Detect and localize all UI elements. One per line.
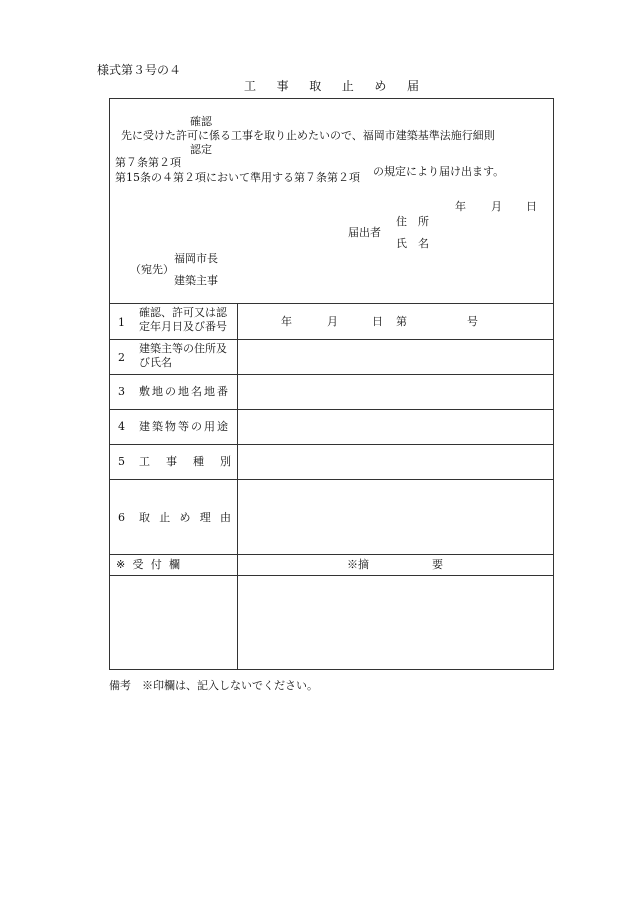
title-char: 届 <box>406 79 419 93</box>
footer-note: 備考 ※印欄は、記入しないでください。 <box>109 679 318 692</box>
nintei-label: 認定 <box>190 143 212 156</box>
row-divider <box>109 303 554 304</box>
address-label: 住 所 <box>396 215 429 228</box>
row-label: 工 事 種 別 <box>139 455 231 468</box>
summary-label-b: 要 <box>432 558 443 571</box>
header-line-end: の規定により届け出ます。 <box>373 165 505 178</box>
row1-day: 日 <box>372 315 383 328</box>
row-number: 3 <box>118 385 125 398</box>
date-month: 月 <box>491 200 502 213</box>
date-year: 年 <box>455 200 466 213</box>
row-label-line: び氏名 <box>139 356 172 369</box>
row-divider <box>109 339 554 340</box>
summary-label-a: ※摘 <box>347 558 369 571</box>
title-char: 止 <box>341 79 354 93</box>
row-divider <box>109 554 554 555</box>
row1-go: 号 <box>467 315 478 328</box>
column-divider <box>237 303 238 670</box>
title-char: 工 <box>244 79 257 93</box>
header-line1: 先に受けた許可に係る工事を取り止めたいので、福岡市建築基準法施行細則 <box>121 129 495 142</box>
row-number: 2 <box>118 351 125 364</box>
title-char: 取 <box>309 79 322 93</box>
row-divider <box>109 479 554 480</box>
row-divider <box>109 444 554 445</box>
addressee-prefix: （宛先） <box>130 263 174 276</box>
applicant-label: 届出者 <box>348 226 381 239</box>
addressee-mayor: 福岡市長 <box>174 252 218 265</box>
article-a: 第７条第２項 <box>115 156 181 169</box>
row-label: 敷地の地名地番 <box>139 385 230 398</box>
row-number: 1 <box>118 316 125 329</box>
row-divider <box>109 575 554 576</box>
row-divider <box>109 409 554 410</box>
row-label-line: 定年月日及び番号 <box>139 320 227 333</box>
row-label: 建築物等の用途 <box>139 420 230 433</box>
form-title <box>244 80 419 92</box>
row-label: 取 止 め 理 由 <box>139 511 231 524</box>
article-b: 第15条の４第２項において準用する第７条第２項 <box>115 171 360 184</box>
row-divider <box>109 374 554 375</box>
row-number: 4 <box>118 420 125 433</box>
date-day: 日 <box>526 200 537 213</box>
row-number: 6 <box>118 511 125 524</box>
row1-year: 年 <box>281 315 292 328</box>
kakunin-label: 確認 <box>190 115 212 128</box>
row1-dai: 第 <box>396 315 407 328</box>
row-label-line: 建築主等の住所及 <box>139 342 227 355</box>
name-label: 氏 名 <box>396 237 429 250</box>
form-number: 様式第３号の４ <box>97 63 182 77</box>
row1-month: 月 <box>327 315 338 328</box>
row-number: 5 <box>118 455 125 468</box>
row-label-line: 確認、許可又は認 <box>139 306 227 319</box>
title-char: 事 <box>276 79 289 93</box>
title-char: め <box>374 79 387 93</box>
reception-label: ※ 受 付 欄 <box>116 558 180 571</box>
addressee-building-official: 建築主事 <box>174 274 218 287</box>
